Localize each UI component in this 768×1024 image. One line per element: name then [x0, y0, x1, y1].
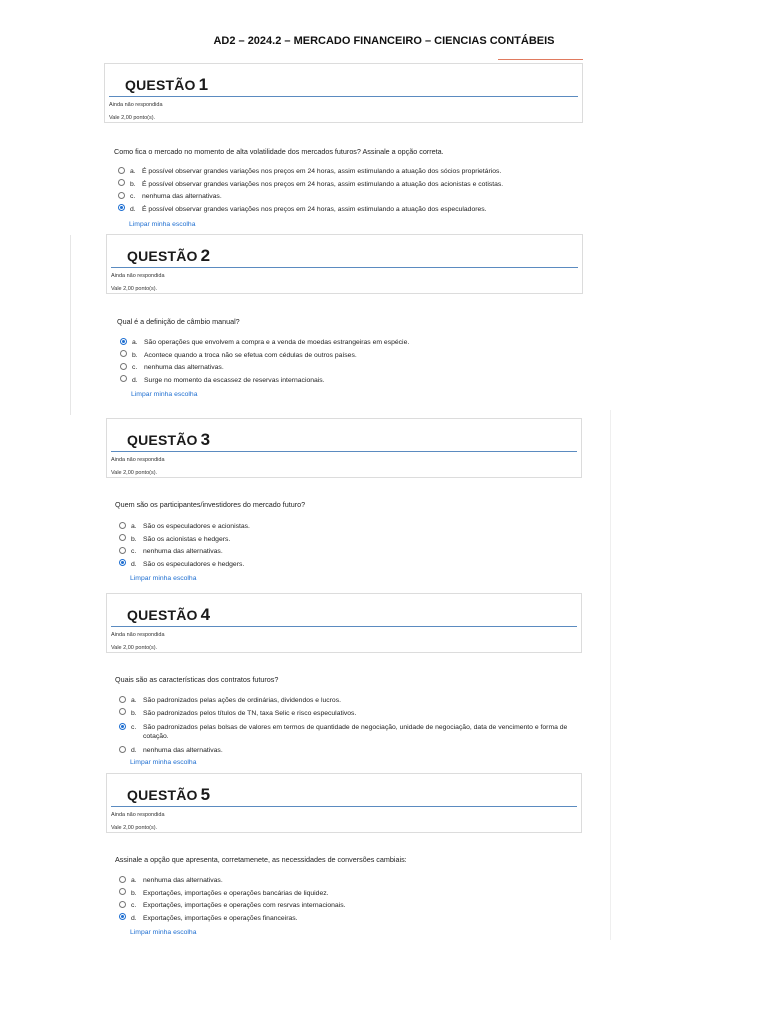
option-letter: d. — [131, 747, 137, 755]
question-label: QUESTÃO — [125, 77, 196, 93]
question-number: 1 — [198, 75, 209, 94]
answer-option[interactable] — [119, 695, 573, 708]
answer-option[interactable] — [119, 708, 573, 721]
radio-button[interactable] — [119, 522, 126, 529]
option-text: São padronizados pelos títulos de TN, taxa Selic e risco especulativos. — [143, 709, 357, 717]
question-number: 4 — [200, 605, 211, 624]
question-status: Ainda não respondida — [111, 812, 165, 818]
option-text: nenhuma das alternativas. — [143, 548, 223, 556]
radio-button-selected[interactable] — [120, 338, 127, 345]
answer-option[interactable] — [119, 546, 250, 559]
option-text: Exportações, importações e operações bancárias de liquidez. — [143, 889, 329, 897]
radio-button-selected[interactable] — [119, 559, 126, 566]
option-text: Surge no momento da escassez de reservas internacionais. — [144, 376, 325, 384]
question-number: 5 — [200, 785, 211, 804]
question-status: Ainda não respondida — [111, 632, 165, 638]
answer-option[interactable] — [120, 375, 409, 388]
question-points: Vale 2,00 ponto(s). — [109, 115, 156, 121]
answer-option[interactable] — [120, 337, 409, 350]
option-letter: a. — [131, 877, 137, 884]
option-letter: b. — [131, 709, 137, 717]
question-5-header-card — [106, 773, 582, 833]
clear-choice-link[interactable]: Limpar minha escolha — [130, 759, 197, 766]
radio-button[interactable] — [119, 876, 126, 883]
option-text: São os especuladores e hedgers. — [143, 560, 245, 568]
option-text: São os especuladores e acionistas. — [143, 523, 250, 530]
question-points: Vale 2,00 ponto(s). — [111, 825, 158, 831]
option-letter: d. — [131, 560, 137, 568]
answer-option[interactable] — [118, 179, 503, 192]
question-points: Vale 2,00 ponto(s). — [111, 286, 158, 292]
option-text: nenhuma das alternativas. — [142, 193, 222, 201]
question-points: Vale 2,00 ponto(s). — [111, 470, 158, 476]
option-text: nenhuma das alternativas. — [144, 364, 224, 372]
question-5-options — [119, 875, 346, 925]
option-text: São os acionistas e hedgers. — [143, 535, 231, 543]
question-5-text: Assinale a opção que apresenta, corretamenete, as necessidades de conversões cambiais: — [115, 855, 407, 864]
option-text: nenhuma das alternativas. — [143, 877, 223, 884]
clear-choice-link[interactable]: Limpar minha escolha — [129, 221, 196, 228]
option-letter: a. — [130, 168, 136, 175]
option-text: É possível observar grandes variações nos preços em 24 horas, assim estimulando a atuação dos sócios proprietários. — [142, 168, 502, 175]
radio-button[interactable] — [119, 901, 126, 908]
question-divider — [111, 267, 578, 268]
radio-button[interactable] — [120, 363, 127, 370]
question-divider — [111, 451, 577, 452]
radio-button[interactable] — [119, 696, 126, 703]
question-2-text: Qual é a definição de câmbio manual? — [117, 317, 240, 326]
page-edge-right — [610, 410, 611, 940]
radio-button[interactable] — [118, 192, 125, 199]
option-text: Acontece quando a troca não se efetua com cédulas de outros países. — [144, 351, 357, 359]
option-letter: b. — [131, 889, 137, 897]
option-text: Exportações, importações e operações financeiras. — [143, 914, 298, 922]
question-1-header-card — [104, 63, 583, 123]
answer-option[interactable] — [119, 745, 573, 758]
question-divider — [111, 626, 577, 627]
question-4-text: Quais são as características dos contratos futuros? — [115, 675, 279, 684]
option-text: É possível observar grandes variações nos preços em 24 horas, assim estimulando a atuação dos especuladores. — [142, 205, 487, 213]
radio-button-selected[interactable] — [119, 913, 126, 920]
question-5-title — [127, 785, 210, 805]
option-text: nenhuma das alternativas. — [143, 747, 223, 755]
question-label: QUESTÃO — [127, 248, 198, 264]
question-number: 3 — [200, 430, 211, 449]
answer-option[interactable] — [119, 913, 346, 926]
option-text: São padronizados pelas ações de ordinárias, dividendos e lucros. — [143, 697, 341, 704]
question-1-options — [118, 166, 503, 216]
question-1-title — [125, 75, 208, 95]
question-2-header-card — [106, 234, 583, 294]
radio-button[interactable] — [119, 746, 126, 753]
question-status: Ainda não respondida — [111, 457, 165, 463]
radio-button[interactable] — [118, 167, 125, 174]
option-letter: d. — [132, 376, 138, 384]
option-letter: a. — [132, 339, 138, 346]
question-status: Ainda não respondida — [111, 273, 165, 279]
title-accent-rule — [498, 59, 583, 60]
page-edge-left — [70, 235, 71, 415]
question-status: Ainda não respondida — [109, 102, 163, 108]
option-letter: b. — [132, 351, 138, 359]
question-1-text: Como fica o mercado no momento de alta volatilidade dos mercados futuros? Assinale a opção correta. — [114, 147, 444, 156]
radio-button[interactable] — [119, 547, 126, 554]
option-letter: b. — [130, 180, 136, 188]
radio-button[interactable] — [119, 534, 126, 541]
radio-button[interactable] — [120, 375, 127, 382]
question-3-options — [119, 521, 250, 571]
radio-button[interactable] — [120, 350, 127, 357]
answer-option[interactable] — [118, 166, 503, 179]
answer-option[interactable] — [119, 875, 346, 888]
radio-button[interactable] — [118, 179, 125, 186]
option-letter: c. — [131, 548, 137, 556]
option-text: Exportações, importações e operações com resrvas internacionais. — [143, 902, 346, 910]
radio-button[interactable] — [119, 708, 126, 715]
question-3-text: Quem são os participantes/investidores do mercado futuro? — [115, 500, 306, 509]
question-label: QUESTÃO — [127, 607, 198, 623]
question-label: QUESTÃO — [127, 787, 198, 803]
clear-choice-link[interactable]: Limpar minha escolha — [130, 575, 197, 582]
answer-option[interactable] — [119, 723, 573, 741]
question-label: QUESTÃO — [127, 432, 198, 448]
answer-option[interactable] — [119, 559, 250, 572]
question-divider — [109, 96, 578, 97]
question-3-header-card — [106, 418, 582, 478]
question-3-title — [127, 430, 210, 450]
question-points: Vale 2,00 ponto(s). — [111, 645, 158, 651]
answer-option[interactable] — [120, 350, 409, 363]
answer-option[interactable] — [118, 191, 503, 204]
answer-option[interactable] — [120, 362, 409, 375]
option-letter: d. — [131, 914, 137, 922]
clear-choice-link[interactable]: Limpar minha escolha — [130, 929, 197, 936]
question-4-title — [127, 605, 210, 625]
option-letter: a. — [131, 523, 137, 530]
option-text: É possível observar grandes variações nos preços em 24 horas, assim estimulando a atuação dos acionistas e cotistas. — [142, 180, 504, 188]
option-text: São padronizados pelas bolsas de valores em termos de quantidade de negociação, unidade de negociação, data de vencimento e forma de cotação. — [143, 724, 568, 741]
option-letter: d. — [130, 205, 136, 213]
question-number: 2 — [200, 246, 211, 265]
option-letter: c. — [132, 364, 138, 372]
answer-option[interactable] — [119, 888, 346, 901]
option-letter: c. — [131, 724, 137, 732]
answer-option[interactable] — [119, 521, 250, 534]
option-letter: c. — [130, 193, 136, 201]
radio-button-selected[interactable] — [118, 204, 125, 211]
answer-option[interactable] — [119, 900, 346, 913]
question-4-header-card — [106, 593, 582, 653]
answer-option[interactable] — [119, 534, 250, 547]
option-text: São operações que envolvem a compra e a venda de moedas estrangeiras em espécie. — [144, 339, 410, 346]
question-2-options — [120, 337, 409, 387]
question-divider — [111, 806, 577, 807]
option-letter: a. — [131, 697, 137, 704]
question-2-title — [127, 246, 210, 266]
radio-button-selected[interactable] — [119, 723, 126, 730]
answer-option[interactable] — [118, 204, 503, 217]
option-letter: c. — [131, 902, 137, 910]
question-4-options — [119, 695, 573, 758]
option-letter: b. — [131, 535, 137, 543]
document-title: AD2 – 2024.2 – MERCADO FINANCEIRO – CIENCIAS CONTÁBEIS — [213, 35, 555, 47]
clear-choice-link[interactable]: Limpar minha escolha — [131, 391, 198, 398]
radio-button[interactable] — [119, 888, 126, 895]
